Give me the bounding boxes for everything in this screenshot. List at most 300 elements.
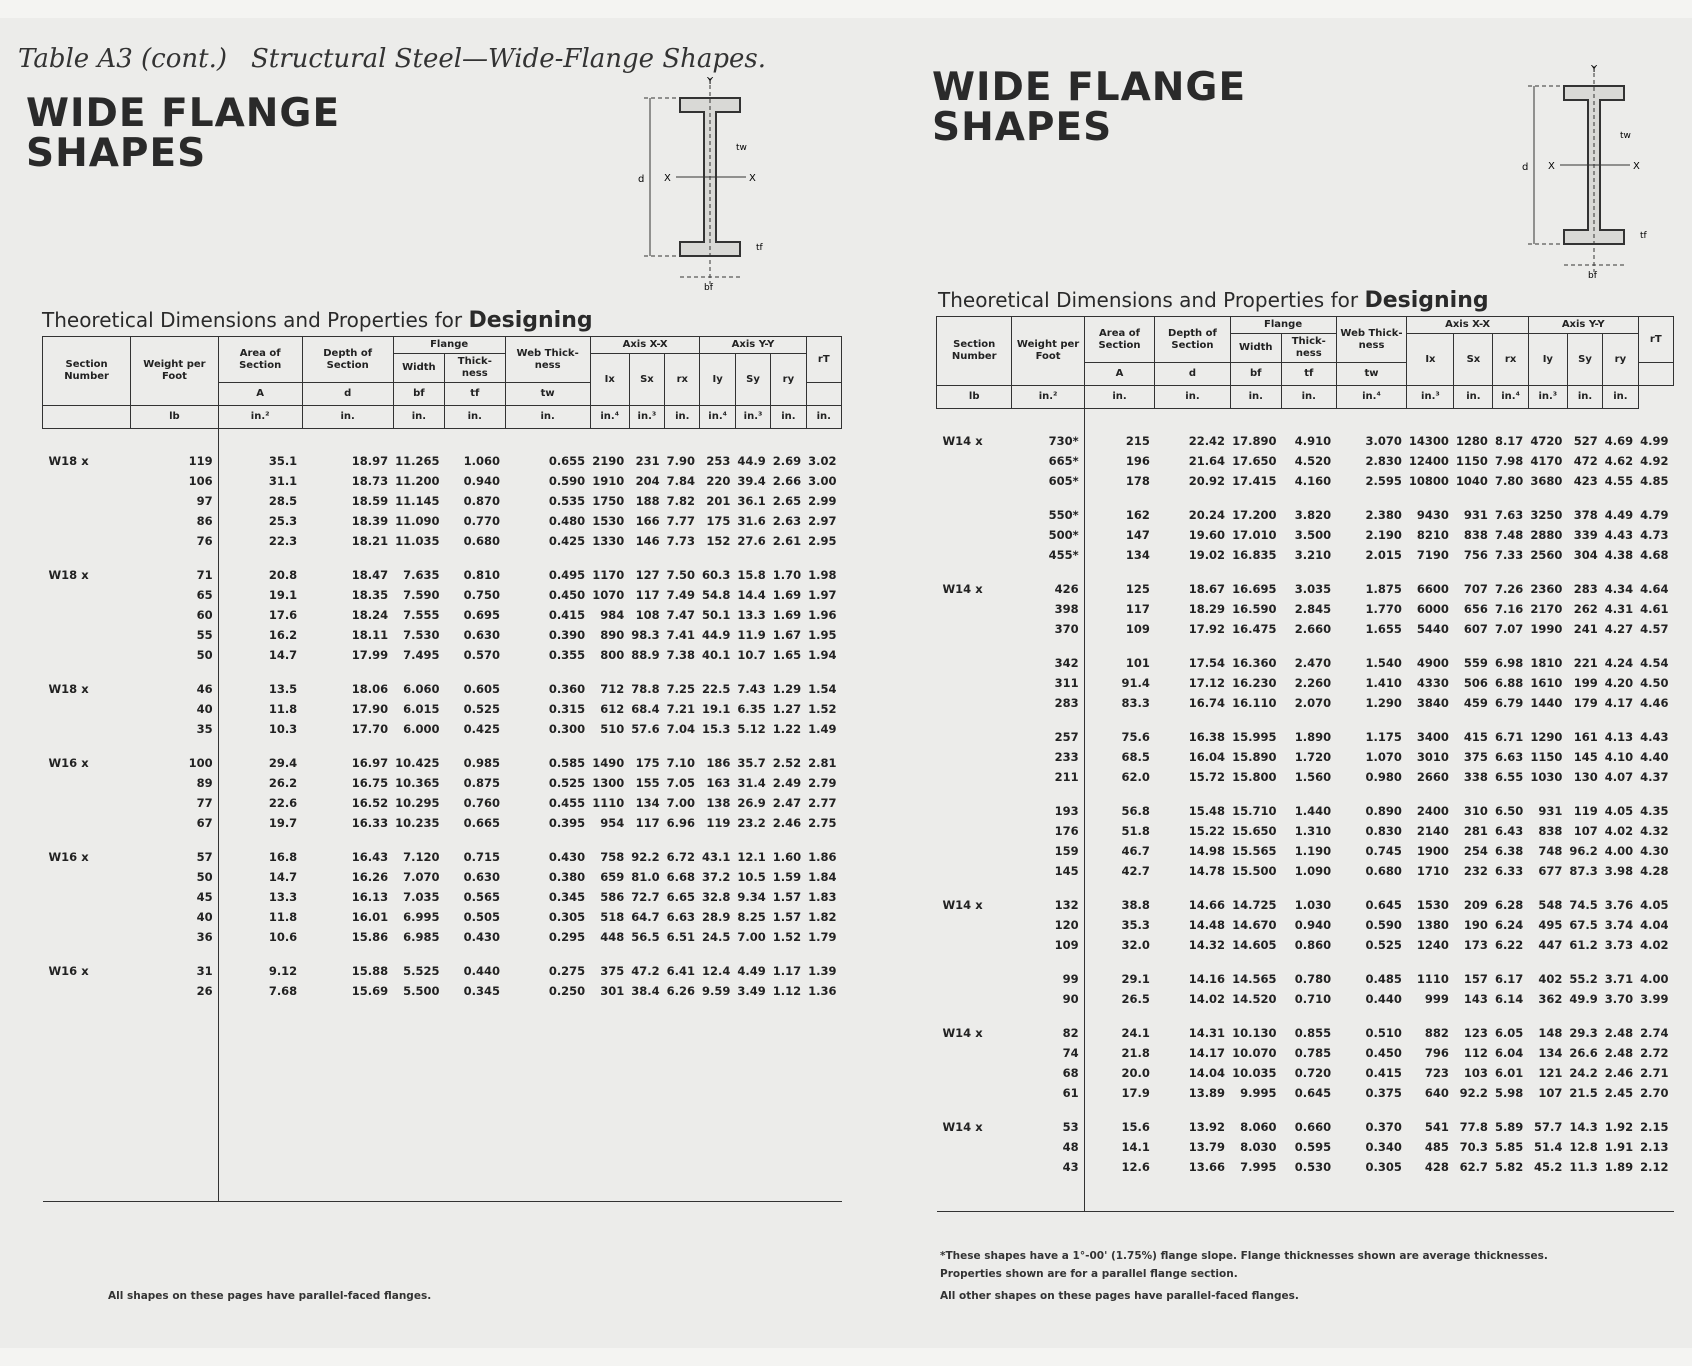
- cell-tw: 0.395: [548, 816, 586, 830]
- section-designation: [43, 907, 131, 927]
- cell-ry: 1.69: [772, 588, 802, 602]
- cell-sy: 31.4: [737, 776, 766, 790]
- section-designation: [937, 935, 1012, 955]
- col-width: Width: [393, 354, 444, 383]
- cell-tw: 1.290: [1365, 696, 1402, 710]
- cell-tw: 0.680: [1365, 864, 1402, 878]
- spacer-row: [937, 565, 1674, 579]
- cell-rx: 6.22: [1494, 938, 1524, 952]
- cell-iy: 44.9: [701, 628, 731, 642]
- cell-sy: 130: [1573, 770, 1598, 784]
- cell-ix: 1530: [592, 514, 625, 528]
- cell-ry: 1.52: [772, 930, 802, 944]
- sym-rt-blank: [1638, 363, 1673, 386]
- cell-a: 14.7: [268, 870, 298, 884]
- cell-iy: 1150: [1530, 750, 1563, 764]
- col-axis-yy: Axis Y-Y: [1528, 317, 1638, 334]
- col-weight: Weight per Foot: [131, 337, 218, 406]
- cell-iy: 134: [1538, 1046, 1563, 1060]
- cell-bf: 15.890: [1232, 750, 1277, 764]
- cell-sx: 175: [635, 756, 660, 770]
- cell-rt: 1.36: [808, 984, 837, 998]
- weight-cell: 145: [1012, 861, 1084, 881]
- weight-cell: 106: [131, 471, 218, 491]
- cell-rx: 6.72: [666, 850, 695, 864]
- table-row: [937, 861, 1674, 881]
- spacer-row: [937, 409, 1674, 432]
- cell-rt: 4.64: [1640, 582, 1669, 596]
- cell-d: 17.70: [351, 722, 389, 736]
- section-designation: [43, 927, 131, 947]
- table-row: [937, 1137, 1674, 1157]
- unit-in: in.: [806, 406, 841, 429]
- spacer-row: [937, 639, 1674, 653]
- cell-sx: 72.7: [631, 890, 660, 904]
- right-panel: [848, 18, 1684, 1348]
- cell-d: 18.39: [351, 514, 389, 528]
- cell-rt: 4.68: [1640, 548, 1669, 562]
- cell-ry: 4.00: [1604, 844, 1634, 858]
- cell-iy: 1810: [1530, 656, 1563, 670]
- table-row: [937, 1063, 1674, 1083]
- cell-rt: 4.57: [1640, 622, 1669, 636]
- cell-a: 21.8: [1121, 1046, 1150, 1060]
- cell-sy: 12.1: [737, 850, 766, 864]
- cell-d: 16.01: [351, 910, 389, 924]
- unit-in: in.: [1084, 386, 1155, 409]
- cell-a: 9.12: [268, 964, 298, 978]
- cell-tf: 0.680: [463, 534, 501, 548]
- cell-bf: 11.090: [395, 514, 440, 528]
- cell-tf: 0.505: [463, 910, 501, 924]
- cell-rt: 4.02: [1640, 938, 1669, 952]
- cell-bf: 16.110: [1232, 696, 1277, 710]
- cell-sy: 96.2: [1569, 844, 1598, 858]
- cell-sy: 10.5: [737, 870, 766, 884]
- cell-iy: 677: [1538, 864, 1563, 878]
- cell-sx: 188: [635, 494, 660, 508]
- table-row: [937, 969, 1674, 989]
- cell-sy: 67.5: [1569, 918, 1598, 932]
- cell-rt: 1.98: [808, 568, 837, 582]
- table-row: [43, 625, 842, 645]
- cell-tf: 0.720: [1294, 1066, 1332, 1080]
- wide-flange-diagram-icon: [1508, 60, 1668, 290]
- cell-ix: 723: [1424, 1066, 1449, 1080]
- cell-iy: 2170: [1530, 602, 1563, 616]
- cell-sx: 1150: [1455, 454, 1488, 468]
- cell-bf: 11.265: [395, 454, 440, 468]
- cell-tf: 0.940: [1294, 918, 1332, 932]
- weight-cell: 311: [1012, 673, 1084, 693]
- cell-ry: 4.07: [1604, 770, 1634, 784]
- cell-a: 42.7: [1121, 864, 1150, 878]
- spacer-row: [937, 1009, 1674, 1023]
- cell-iy: 37.2: [701, 870, 731, 884]
- weight-cell: 26: [131, 981, 218, 1001]
- cell-iy: 32.8: [701, 890, 731, 904]
- cell-bf: 10.365: [395, 776, 440, 790]
- cell-ry: 1.12: [772, 984, 802, 998]
- cell-tf: 2.470: [1294, 656, 1332, 670]
- cell-d: 13.89: [1188, 1086, 1226, 1100]
- cell-ry: 3.73: [1604, 938, 1634, 952]
- col-sy: Sy: [735, 354, 770, 406]
- spacer-row: [43, 833, 842, 847]
- cell-rt: 3.99: [1640, 992, 1669, 1006]
- cell-tw: 0.450: [1365, 1046, 1402, 1060]
- table-row: [43, 451, 842, 471]
- cell-ry: 2.69: [772, 454, 802, 468]
- cell-sy: 14.4: [737, 588, 766, 602]
- spacer-row: [937, 713, 1674, 727]
- cell-tf: 0.660: [1294, 1120, 1332, 1134]
- cell-rt: 4.05: [1640, 898, 1669, 912]
- cell-a: 29.1: [1121, 972, 1150, 986]
- cell-sy: 145: [1573, 750, 1598, 764]
- cell-tw: 0.305: [548, 910, 586, 924]
- cell-iy: 12.4: [701, 964, 731, 978]
- cell-tw: 0.340: [1365, 1140, 1402, 1154]
- cell-d: 14.17: [1188, 1046, 1226, 1060]
- section-designation: [937, 1083, 1012, 1103]
- cell-d: 16.97: [351, 756, 389, 770]
- table-row: [43, 679, 842, 699]
- table-row: [43, 773, 842, 793]
- cell-sx: 123: [1463, 1026, 1488, 1040]
- cell-ry: 2.65: [772, 494, 802, 508]
- cell-a: 12.6: [1121, 1160, 1150, 1174]
- cell-a: 10.6: [268, 930, 298, 944]
- cell-ry: 3.74: [1604, 918, 1634, 932]
- cell-tw: 0.250: [548, 984, 586, 998]
- cell-rx: 6.50: [1494, 804, 1524, 818]
- cell-sy: 36.1: [737, 494, 766, 508]
- cell-d: 19.02: [1188, 548, 1226, 562]
- cell-ry: 4.69: [1604, 434, 1634, 448]
- cell-ry: 4.20: [1604, 676, 1634, 690]
- cell-tf: 0.715: [463, 850, 501, 864]
- cell-tw: 0.360: [548, 682, 586, 696]
- cell-d: 19.60: [1188, 528, 1226, 542]
- cell-sx: 415: [1463, 730, 1488, 744]
- cell-iy: 548: [1538, 898, 1563, 912]
- unit-in: in.: [1454, 386, 1493, 409]
- section-designation: [937, 1063, 1012, 1083]
- cell-tf: 2.260: [1294, 676, 1332, 690]
- cell-tf: 3.035: [1294, 582, 1332, 596]
- cell-ix: 954: [600, 816, 625, 830]
- col-thickness: Thick-ness: [445, 354, 506, 383]
- cell-sx: 254: [1463, 844, 1488, 858]
- cell-bf: 6.985: [403, 930, 440, 944]
- cell-ix: 541: [1424, 1120, 1449, 1134]
- page-title: [26, 91, 341, 176]
- section-designation: W18 x: [48, 568, 89, 582]
- col-rx: rx: [1493, 334, 1528, 386]
- cell-bf: 16.695: [1232, 582, 1277, 596]
- col-depth: Depth of Section: [302, 337, 393, 383]
- cell-sx: 375: [1463, 750, 1488, 764]
- footnote-right-1: *These shapes have a 1°-00' (1.75%) flange slope. Flange thicknesses shown are average thicknesses.: [940, 1250, 1548, 1262]
- cell-ry: 2.46: [772, 816, 802, 830]
- cell-tw: 0.355: [548, 648, 586, 662]
- cell-a: 38.8: [1121, 898, 1150, 912]
- cell-sy: 221: [1573, 656, 1598, 670]
- section-designation: [937, 841, 1012, 861]
- col-width: Width: [1230, 334, 1281, 363]
- cell-ix: 7190: [1416, 548, 1449, 562]
- cell-rt: 2.13: [1640, 1140, 1669, 1154]
- unit-lb: lb: [937, 386, 1012, 409]
- table-row: [43, 927, 842, 947]
- cell-sx: 88.9: [631, 648, 660, 662]
- cell-ix: 485: [1424, 1140, 1449, 1154]
- cell-rt: 2.95: [808, 534, 837, 548]
- cell-ix: 448: [600, 930, 625, 944]
- cell-tw: 2.595: [1365, 474, 1402, 488]
- cell-tw: 0.295: [548, 930, 586, 944]
- scanned-page: [0, 18, 1692, 1348]
- cell-rx: 6.04: [1494, 1046, 1524, 1060]
- cell-d: 15.88: [351, 964, 389, 978]
- col-ix: Ix: [590, 354, 629, 406]
- cell-ry: 4.27: [1604, 622, 1634, 636]
- section-designation: [937, 693, 1012, 713]
- col-section-number: Section Number: [43, 337, 131, 406]
- cell-iy: 3250: [1530, 508, 1563, 522]
- unit-in: in.: [1155, 386, 1230, 409]
- section-designation: [937, 619, 1012, 639]
- cell-sy: 4.49: [737, 964, 766, 978]
- cell-d: 18.06: [351, 682, 389, 696]
- cell-d: 18.47: [351, 568, 389, 582]
- cell-sx: 68.4: [631, 702, 660, 716]
- col-sx: Sx: [1454, 334, 1493, 386]
- section-designation: [43, 645, 131, 665]
- cell-tw: 2.190: [1365, 528, 1402, 542]
- cell-ry: 3.71: [1604, 972, 1634, 986]
- cell-tw: 0.450: [548, 588, 586, 602]
- cell-ix: 1240: [1416, 938, 1449, 952]
- cell-tw: 1.875: [1365, 582, 1402, 596]
- cell-bf: 16.590: [1232, 602, 1277, 616]
- cell-ry: 1.27: [772, 702, 802, 716]
- cell-tw: 0.890: [1365, 804, 1402, 818]
- weight-cell: 370: [1012, 619, 1084, 639]
- cell-bf: 17.890: [1232, 434, 1277, 448]
- cell-tw: 1.410: [1365, 676, 1402, 690]
- cell-tf: 0.940: [463, 474, 501, 488]
- cell-rx: 6.79: [1494, 696, 1524, 710]
- cell-tf: 1.060: [463, 454, 501, 468]
- cell-d: 15.72: [1188, 770, 1226, 784]
- cell-a: 68.5: [1121, 750, 1150, 764]
- cell-rx: 6.24: [1494, 918, 1524, 932]
- section-designation: [43, 981, 131, 1001]
- cell-a: 20.0: [1121, 1066, 1150, 1080]
- cell-rx: 7.50: [666, 568, 695, 582]
- wide-flange-diagram-icon: [624, 72, 784, 302]
- cell-rt: 2.75: [808, 816, 837, 830]
- cell-iy: 148: [1538, 1026, 1563, 1040]
- section-designation: [937, 821, 1012, 841]
- cell-a: 24.1: [1121, 1026, 1150, 1040]
- weight-cell: 53: [1012, 1117, 1084, 1137]
- cell-ix: 2400: [1416, 804, 1449, 818]
- table-row: [43, 793, 842, 813]
- cell-rt: 1.84: [808, 870, 837, 884]
- cell-d: 13.79: [1188, 1140, 1226, 1154]
- cell-tf: 1.440: [1294, 804, 1332, 818]
- cell-iy: 1440: [1530, 696, 1563, 710]
- cell-iy: 931: [1538, 804, 1563, 818]
- weight-cell: 76: [131, 531, 218, 551]
- cell-bf: 6.015: [403, 702, 440, 716]
- weight-cell: 193: [1012, 801, 1084, 821]
- diagram-tf-label: tf: [1640, 231, 1647, 241]
- cell-iy: 2560: [1530, 548, 1563, 562]
- cell-d: 15.69: [351, 984, 389, 998]
- cell-tw: 2.830: [1365, 454, 1402, 468]
- cell-tf: 0.780: [1294, 972, 1332, 986]
- cell-ix: 1710: [1416, 864, 1449, 878]
- cell-ix: 301: [600, 984, 625, 998]
- cell-sx: 64.7: [631, 910, 660, 924]
- table-subtitle: [938, 288, 1489, 313]
- table-row: [43, 605, 842, 625]
- section-designation: W18 x: [48, 454, 89, 468]
- cell-sy: 11.9: [737, 628, 766, 642]
- table-row: [937, 525, 1674, 545]
- cell-iy: 163: [706, 776, 731, 790]
- cell-iy: 4720: [1530, 434, 1563, 448]
- weight-cell: 257: [1012, 727, 1084, 747]
- table-row: [43, 907, 842, 927]
- section-designation: [43, 813, 131, 833]
- cell-sx: 108: [635, 608, 660, 622]
- cell-ry: 2.48: [1604, 1026, 1634, 1040]
- cell-d: 16.13: [351, 890, 389, 904]
- table-row: [937, 653, 1674, 673]
- table-label: Table A3 (cont.): [18, 44, 227, 74]
- cell-iy: 495: [1538, 918, 1563, 932]
- cell-sx: 157: [1463, 972, 1488, 986]
- cell-a: 19.7: [268, 816, 298, 830]
- cell-d: 17.12: [1188, 676, 1226, 690]
- cell-iy: 40.1: [701, 648, 731, 662]
- cell-rt: 2.77: [808, 796, 837, 810]
- cell-bf: 11.035: [395, 534, 440, 548]
- cell-a: 91.4: [1121, 676, 1150, 690]
- unit-in2: in.²: [218, 406, 302, 429]
- cell-d: 18.97: [351, 454, 389, 468]
- cell-ix: 1910: [592, 474, 625, 488]
- cell-rt: 4.54: [1640, 656, 1669, 670]
- col-rx: rx: [665, 354, 700, 406]
- cell-d: 22.42: [1188, 434, 1226, 448]
- cell-ry: 1.67: [772, 628, 802, 642]
- table-subtitle: [42, 308, 593, 333]
- cell-a: 11.8: [268, 702, 298, 716]
- cell-sy: 13.3: [737, 608, 766, 622]
- cell-tw: 2.015: [1365, 548, 1402, 562]
- cell-rx: 7.82: [666, 494, 695, 508]
- cell-ry: 2.45: [1604, 1086, 1634, 1100]
- cell-sy: 26.9: [737, 796, 766, 810]
- title-line-1: WIDE FLANGE: [932, 65, 1247, 110]
- cell-tw: 0.425: [548, 534, 586, 548]
- unit-in: in.: [771, 406, 806, 429]
- cell-ry: 1.65: [772, 648, 802, 662]
- section-designation: [43, 773, 131, 793]
- cell-rx: 7.07: [1494, 622, 1524, 636]
- unit-in3: in.³: [1407, 386, 1454, 409]
- col-ry: ry: [1603, 334, 1638, 386]
- cell-tw: 0.345: [548, 890, 586, 904]
- weight-cell: 283: [1012, 693, 1084, 713]
- col-depth: Depth of Section: [1155, 317, 1230, 363]
- cell-ry: 1.57: [772, 890, 802, 904]
- cell-bf: 15.650: [1232, 824, 1277, 838]
- diagram-x-label-right: X: [749, 173, 756, 184]
- cell-tf: 0.440: [463, 964, 501, 978]
- section-designation: [43, 511, 131, 531]
- cell-sy: 87.3: [1569, 864, 1598, 878]
- unit-in: in.: [302, 406, 393, 429]
- cell-sx: 232: [1463, 864, 1488, 878]
- cell-sx: 47.2: [631, 964, 660, 978]
- cell-sy: 241: [1573, 622, 1598, 636]
- cell-tf: 0.860: [1294, 938, 1332, 952]
- cell-bf: 7.635: [403, 568, 440, 582]
- section-designation: [43, 471, 131, 491]
- cell-tf: 0.770: [463, 514, 501, 528]
- cell-sy: 7.43: [737, 682, 766, 696]
- cell-ry: 1.91: [1604, 1140, 1634, 1154]
- cell-rt: 1.83: [808, 890, 837, 904]
- weight-cell: 31: [131, 961, 218, 981]
- table-row: [43, 887, 842, 907]
- section-designation: [43, 625, 131, 645]
- col-axis-xx: Axis X-X: [590, 337, 700, 354]
- cell-tw: 0.480: [548, 514, 586, 528]
- table-row: [43, 471, 842, 491]
- cell-d: 14.32: [1188, 938, 1226, 952]
- section-designation: [937, 915, 1012, 935]
- cell-rt: 4.92: [1640, 454, 1669, 468]
- cell-tf: 0.665: [463, 816, 501, 830]
- cell-tf: 0.785: [1294, 1046, 1332, 1060]
- weight-cell: 68: [1012, 1063, 1084, 1083]
- cell-tf: 4.520: [1294, 454, 1332, 468]
- cell-a: 15.6: [1121, 1120, 1150, 1134]
- cell-rt: 4.85: [1640, 474, 1669, 488]
- cell-rt: 4.61: [1640, 602, 1669, 616]
- cell-ry: 4.62: [1604, 454, 1634, 468]
- cell-iy: 121: [1538, 1066, 1563, 1080]
- cell-sx: 127: [635, 568, 660, 582]
- weight-cell: 100: [131, 753, 218, 773]
- weight-cell: 45: [131, 887, 218, 907]
- cell-ix: 428: [1424, 1160, 1449, 1174]
- section-designation: [937, 545, 1012, 565]
- table-row: [937, 451, 1674, 471]
- cell-iy: 1030: [1530, 770, 1563, 784]
- cell-tw: 1.770: [1365, 602, 1402, 616]
- cell-iy: 45.2: [1533, 1160, 1563, 1174]
- cell-rt: 1.96: [808, 608, 837, 622]
